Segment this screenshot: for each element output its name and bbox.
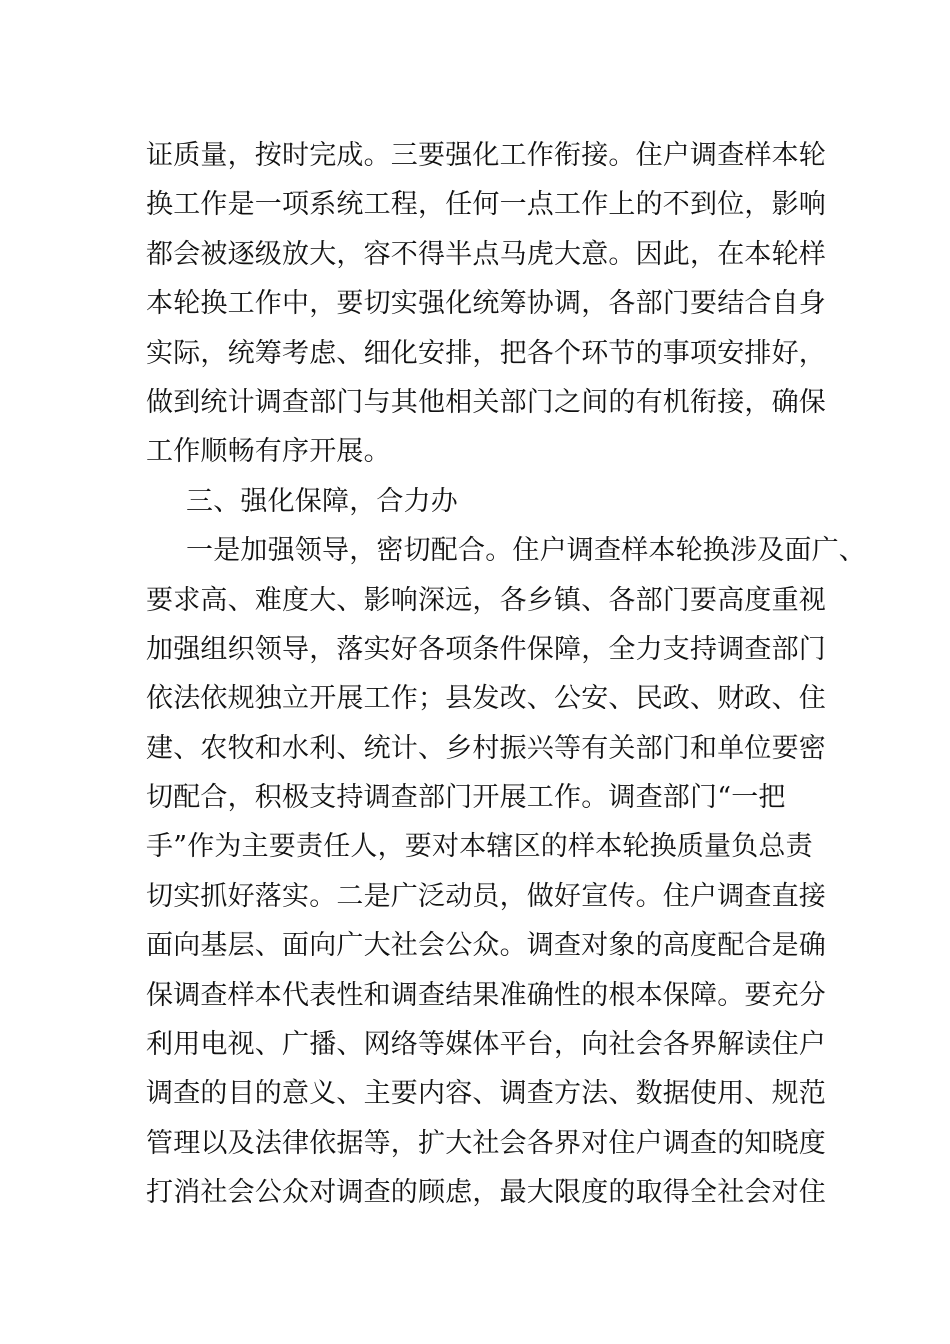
text-line: 面向基层、面向广大社会公众。调查对象的高度配合是确	[146, 930, 826, 962]
text-line: 都会被逐级放大，容不得半点马虎大意。因此，在本轮样	[146, 238, 826, 270]
text-line: 工作顺畅有序开展。	[146, 436, 391, 468]
section-heading: 三、强化保障，合力办	[186, 485, 458, 517]
text-line: 依法依规独立开展工作；县发改、公安、民政、财政、住	[146, 683, 826, 715]
text-line: 切配合，积极支持调查部门开展工作。调查部门“一把	[146, 782, 786, 814]
text-line: 切实抓好落实。二是广泛动员，做好宣传。住户调查直接	[146, 880, 826, 912]
text-line: 利用电视、广播、网络等媒体平台，向社会各界解读住户	[146, 1029, 826, 1061]
text-line: 保调查样本代表性和调查结果准确性的根本保障。要充分	[146, 979, 826, 1011]
text-line: 证质量，按时完成。三要强化工作衔接。住户调查样本轮	[146, 140, 826, 171]
text-line: 换工作是一项系统工程，任何一点工作上的不到位，影响	[146, 189, 826, 221]
text-line: 管理以及法律依据等，扩大社会各界对住户调查的知晓度	[146, 1127, 826, 1159]
paragraph-first-line: 一是加强领导，密切配合。住户调查样本轮换涉及面广、	[186, 535, 866, 567]
text-line: 调查的目的意义、主要内容、调查方法、数据使用、规范	[146, 1078, 826, 1110]
text-line: 实际，统筹考虑、细化安排，把各个环节的事项安排好，	[146, 337, 826, 369]
document-body	[146, 131, 866, 1218]
text-line: 要求高、难度大、影响深远，各乡镇、各部门要高度重视	[146, 584, 826, 616]
text-line: 手”作为主要责任人，要对本辖区的样本轮换质量负总责	[146, 831, 813, 863]
text-line: 做到统计调查部门与其他相关部门之间的有机衔接，确保	[146, 386, 826, 418]
text-line: 打消社会公众对调查的顾虑，最大限度的取得全社会对住	[146, 1177, 826, 1209]
text-line: 本轮换工作中，要切实强化统筹协调，各部门要结合自身	[146, 288, 826, 320]
text-line: 建、农牧和水利、统计、乡村振兴等有关部门和单位要密	[146, 732, 826, 764]
text-line: 加强组织领导，落实好各项条件保障，全力支持调查部门	[146, 633, 826, 665]
